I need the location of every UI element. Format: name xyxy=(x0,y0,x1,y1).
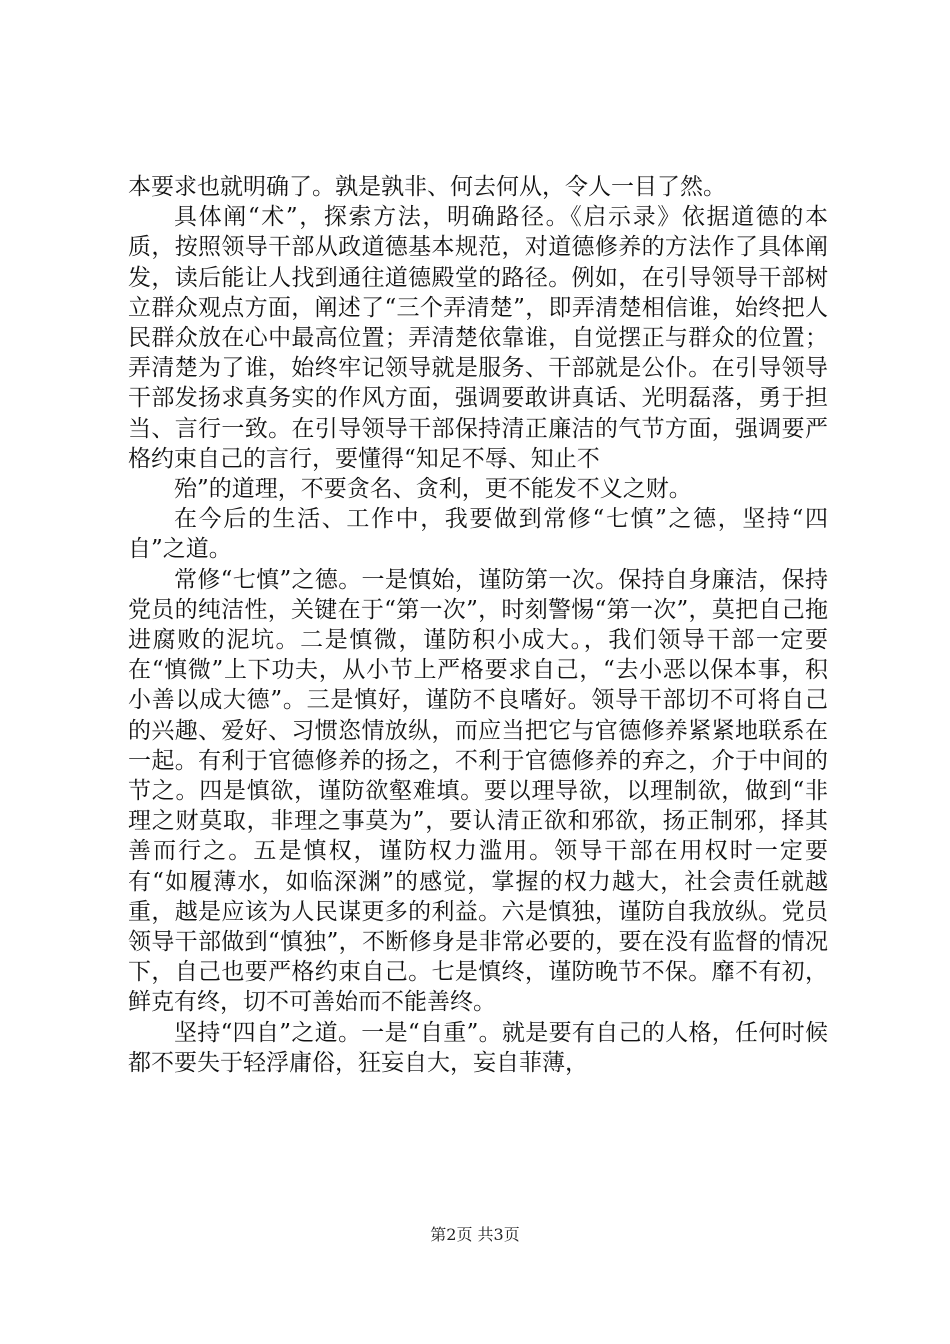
page-footer: 第2页 共3页 xyxy=(430,1225,520,1244)
paragraph-4: 在今后的生活、工作中，我要做到常修“七慎”之德，坚持“四自”之道。 xyxy=(128,506,828,563)
paragraph-5: 常修“七慎”之德。一是慎始，谨防第一次。保持自身廉洁，保持党员的纯洁性，关键在于“第一次”，时刻警惕“第一次”，莫把自己拖进腐败的泥坑。二是慎微，谨防积小成大。，我们领导干部一定要在“慎微”上下功夫，从小节上严格要求自己，“去小恶以保本事，积小善以成大德”。三是慎好，谨防不良嗜好。领导干部切不可将自己的兴趣、爱好、习惯恣情放纵，而应当把它与官德修养紧紧地联系在一起。有利于官德修养的扬之，不利于官德修养的弃之，介于中间的节之。四是慎欲，谨防欲壑难填。要以理导欲，以理制欲，做到“非理之财莫取，非理之事莫为”，要认清正欲和邪欲，扬正制邪，择其善而行之。五是慎权，谨防权力滥用。领导干部在用权时一定要有“如履薄水，如临深渊”的感觉，掌握的权力越大，社会责任就越重，越是应该为人民谋更多的利益。六是慎独，谨防自我放纵。党员领导干部做到“慎独”，不断修身是非常必要的，要在没有监督的情况下，自己也要严格约束自己。七是慎终，谨防晚节不保。靡不有初，鲜克有终，切不可善始而不能善终。 xyxy=(128,566,828,1016)
body-text xyxy=(128,172,828,1078)
paragraph-6: 坚持“四自”之道。一是“自重”。就是要有自己的人格，任何时候都不要失于轻浮庸俗，狂妄自大，妄自菲薄， xyxy=(128,1019,828,1076)
paragraph-1: 本要求也就明确了。孰是孰非、何去何从，令人一目了然。 xyxy=(128,174,726,200)
paragraph-2: 具体阐“术”，探索方法，明确路径。《启示录》依据道德的本质，按照领导干部从政道德基本规范，对道德修养的方法作了具体阐发，读后能让人找到通往道德殿堂的路径。例如，在引导领导干部树立群众观点方面，阐述了“三个弄清楚”，即弄清楚相信谁，始终把人民群众放在心中最高位置；弄清楚依靠谁，自觉摆正与群众的位置；弄清楚为了谁，始终牢记领导就是服务、干部就是公仆。在引导领导干部发扬求真务实的作风方面，强调要敢讲真话、光明磊落，勇于担当、言行一致。在引导领导干部保持清正廉洁的气节方面，强调要严格约束自己的言行，要懂得“知足不辱、知止不 xyxy=(128,204,828,472)
paragraph-3: 殆”的道理，不要贪名、贪利，更不能发不义之财。 xyxy=(174,476,692,503)
